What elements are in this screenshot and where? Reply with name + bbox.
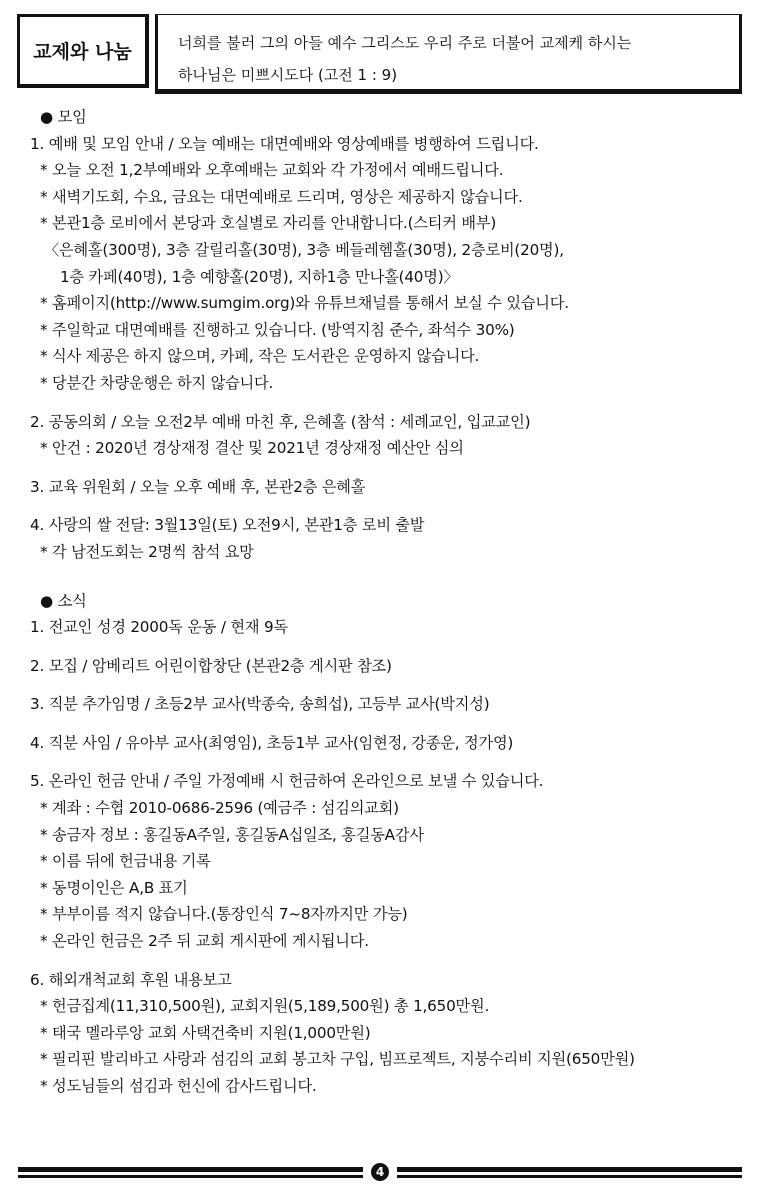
section-title: 교제와 나눔 xyxy=(17,14,149,88)
gathering-item-detail: * 안건 : 2020년 경상재정 결산 및 2021년 경상재정 예산안 심의 xyxy=(40,439,464,458)
footer-rule-right xyxy=(397,1167,742,1178)
gathering-item-detail: * 홈페이지(http://www.sumgim.org)와 유튜브채널를 통해서 보실 수 있습니다. xyxy=(40,294,569,313)
footer-rule-left xyxy=(18,1167,363,1178)
gathering-item-detail: * 식사 제공은 하지 않으며, 카페, 작은 도서관은 운영하지 않습니다. xyxy=(40,347,480,366)
news-item: 6. 해외개척교회 후원 내용보고 xyxy=(30,970,232,989)
news-item-detail: * 송금자 정보 : 홍길동A주일, 홍길동A십일조, 홍길동A감사 xyxy=(40,825,424,844)
verse-line-2: 하나님은 미쁘시도다 (고전 1 : 9) xyxy=(178,66,398,84)
gathering-item-detail: * 오늘 오전 1,2부예배와 오후예배는 교회와 각 가정에서 예배드립니다. xyxy=(40,161,504,180)
news-item: 1. 전교인 성경 2000독 운동 / 현재 9독 xyxy=(30,618,288,637)
gathering-item-title: 2. 공동의회 / 오늘 오전2부 예배 마친 후, 은혜홀 (참석 : 세례교인, 입교교인) xyxy=(30,412,531,431)
news-item: 2. 모집 / 암베리트 어린이합창단 (본관2층 게시판 참조) xyxy=(30,656,392,675)
gathering-item-detail: * 주일학교 대면예배를 진행하고 있습니다. (방역지침 준수, 좌석수 30%) xyxy=(40,320,515,339)
news-item-detail: * 계좌 : 수협 2010-0686-2596 (예금주 : 섬김의교회) xyxy=(40,799,399,818)
news-item-detail: * 태국 멜라루앙 교회 사택건축비 지원(1,000만원) xyxy=(40,1023,371,1042)
page-number: 4 xyxy=(371,1163,389,1181)
gathering-item-detail: * 당분간 차량운행은 하지 않습니다. xyxy=(40,373,274,392)
verse-line-1: 너희를 불러 그의 아들 예수 그리스도 우리 주로 더불어 교제케 하시는 xyxy=(178,34,632,52)
news-item-detail: * 성도님들의 섬김과 헌신에 감사드립니다. xyxy=(40,1077,317,1095)
news-item-detail: * 동명이인은 A,B 표기 xyxy=(40,878,188,897)
gathering-item-title: 3. 교육 위원회 / 오늘 오후 예배 후, 본관2층 은혜홀 xyxy=(30,477,366,496)
bible-verse-box xyxy=(155,14,742,94)
news-item-detail: * 부부이름 적지 않습니다.(통장인식 7~8자까지만 가능) xyxy=(40,905,408,924)
room-capacity-list: 1층 카페(40명), 1층 예향홀(20명), 지하1층 만나홀(40명)〉 xyxy=(60,267,459,286)
news-item-detail: * 온라인 헌금은 2주 뒤 교회 게시판에 게시됩니다. xyxy=(40,932,369,951)
page-header xyxy=(17,14,742,94)
gathering-item-title: 4. 사랑의 쌀 전달: 3월13일(토) 오전9시, 본관1층 로비 출발 xyxy=(30,516,425,535)
news-item-detail: * 헌금집계(11,310,500원), 교회지원(5,189,500원) 총 1,650만원. xyxy=(40,997,490,1016)
page-footer xyxy=(18,1161,742,1185)
news-item-detail: * 이름 뒤에 헌금내용 기록 xyxy=(40,852,211,871)
news-heading: ● 소식 xyxy=(40,591,87,610)
news-item: 4. 직분 사임 / 유아부 교사(최영임), 초등1부 교사(임현정, 강종운, 정가영) xyxy=(30,733,514,752)
news-item-detail: * 필리핀 발리바고 사랑과 섬김의 교회 봉고차 구입, 빔프로젝트, 지붕수리비 지원(650만원) xyxy=(40,1050,635,1069)
news-item: 5. 온라인 헌금 안내 / 주일 가정예배 시 헌금하여 온라인으로 보낼 수 있습니다. xyxy=(30,772,544,791)
news-item: 3. 직분 추가임명 / 초등2부 교사(박종숙, 송희섭), 고등부 교사(박지성) xyxy=(30,695,490,714)
gathering-item-title: 1. 예배 및 모임 안내 / 오늘 예배는 대면예배와 영상예배를 병행하여 드립니다. xyxy=(30,134,539,153)
gathering-item-detail: * 본관1층 로비에서 본당과 호실별로 자리를 안내합니다.(스티커 배부) xyxy=(40,214,497,233)
gathering-item-detail: * 각 남전도회는 2명씩 참석 요망 xyxy=(40,542,254,561)
gathering-item-detail: * 새벽기도회, 수요, 금요는 대면예배로 드리며, 영상은 제공하지 않습니다. xyxy=(40,187,523,206)
room-capacity-list: 〈은혜홀(300명), 3층 갈릴리홀(30명), 3층 베들레헴홀(30명), 2층로비(20명), xyxy=(44,240,564,259)
bulletin-content xyxy=(30,104,730,1100)
gatherings-heading: ● 모임 xyxy=(40,108,87,126)
